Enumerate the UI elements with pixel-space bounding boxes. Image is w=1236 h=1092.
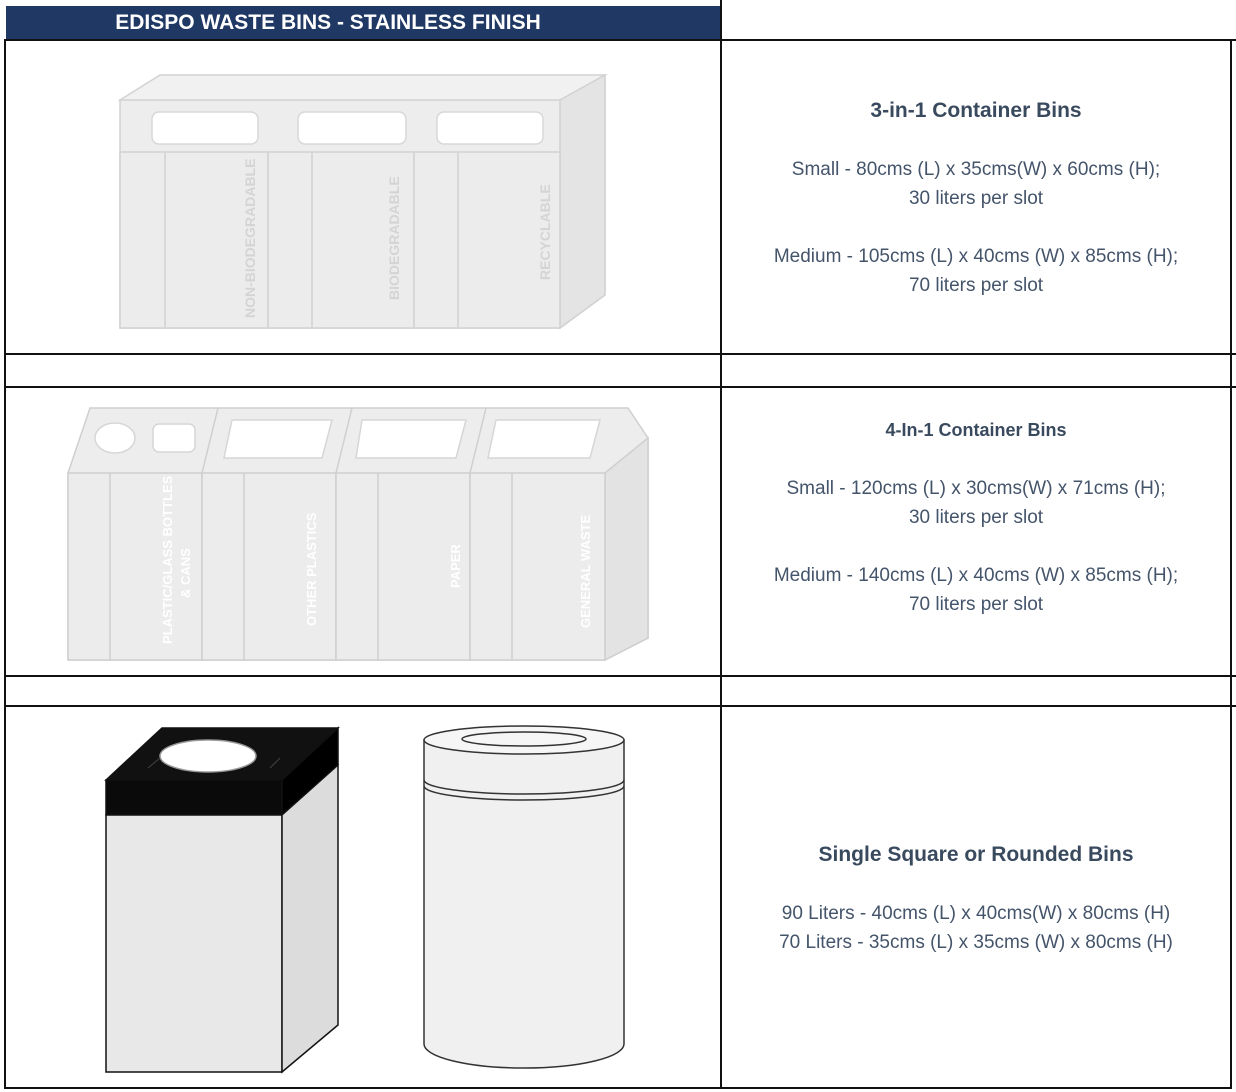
grid-line bbox=[4, 705, 1236, 707]
spec-line: 30 liters per slot bbox=[908, 507, 1044, 528]
slot-label-paper: PAPER bbox=[448, 544, 463, 588]
sheet-header bbox=[6, 6, 720, 40]
row-4in1-description bbox=[722, 416, 1230, 619]
grid-line bbox=[4, 675, 1236, 677]
spec-line: 70 Liters - 35cms (L) x 35cms (W) x 80cms (H) bbox=[779, 932, 1173, 953]
sheet-title: EDISPO WASTE BINS - STAINLESS FINISH bbox=[115, 11, 541, 34]
grid-line bbox=[720, 1087, 1232, 1089]
grid-line bbox=[1230, 39, 1232, 1089]
slot-label-biodegradable: BIODEGRADABLE bbox=[386, 176, 402, 300]
grid-line bbox=[4, 353, 1236, 355]
spec-line: Medium - 105cms (L) x 40cms (W) x 85cms (H); bbox=[773, 246, 1179, 267]
grid-line bbox=[4, 386, 1236, 388]
round-bin-image bbox=[418, 722, 630, 1074]
slot-label-cans: & CANS bbox=[178, 548, 193, 598]
slot-label-non-biodegradable: NON-BIODEGRADABLE bbox=[242, 158, 258, 318]
spec-line: 90 Liters - 40cms (L) x 40cms(W) x 80cms (H) bbox=[781, 903, 1171, 924]
row-4in1-title: 4-In-1 Container Bins bbox=[885, 420, 1067, 440]
spec-line: 70 liters per slot bbox=[908, 594, 1044, 615]
grid-line bbox=[4, 39, 1236, 41]
square-bin-image bbox=[100, 720, 350, 1080]
row-single-title: Single Square or Rounded Bins bbox=[818, 843, 1134, 866]
spec-line: Medium - 140cms (L) x 40cms (W) x 85cms (H); bbox=[773, 565, 1179, 586]
grid-line bbox=[4, 675, 6, 707]
row-single-description bbox=[722, 840, 1230, 957]
grid-line bbox=[4, 39, 6, 1089]
slot-label-general-waste: GENERAL WASTE bbox=[578, 514, 593, 628]
spec-line: Small - 80cms (L) x 35cms(W) x 60cms (H); bbox=[791, 159, 1161, 180]
spec-line: 70 liters per slot bbox=[908, 275, 1044, 296]
row-3in1-description bbox=[722, 96, 1230, 300]
grid-line bbox=[4, 1087, 720, 1089]
four-in-one-bin-image bbox=[60, 398, 660, 668]
slot-label-recyclable: RECYCLABLE bbox=[537, 184, 553, 280]
slot-label-other-plastics: OTHER PLASTICS bbox=[304, 512, 319, 626]
spec-line: 30 liters per slot bbox=[908, 188, 1044, 209]
spec-line: Small - 120cms (L) x 30cms(W) x 71cms (H); bbox=[786, 478, 1166, 499]
three-in-one-bin-image bbox=[100, 60, 620, 340]
row-3in1-title: 3-in-1 Container Bins bbox=[870, 99, 1082, 122]
slot-label-plastic-glass: PLASTIC/GLASS BOTTLES bbox=[160, 475, 175, 644]
